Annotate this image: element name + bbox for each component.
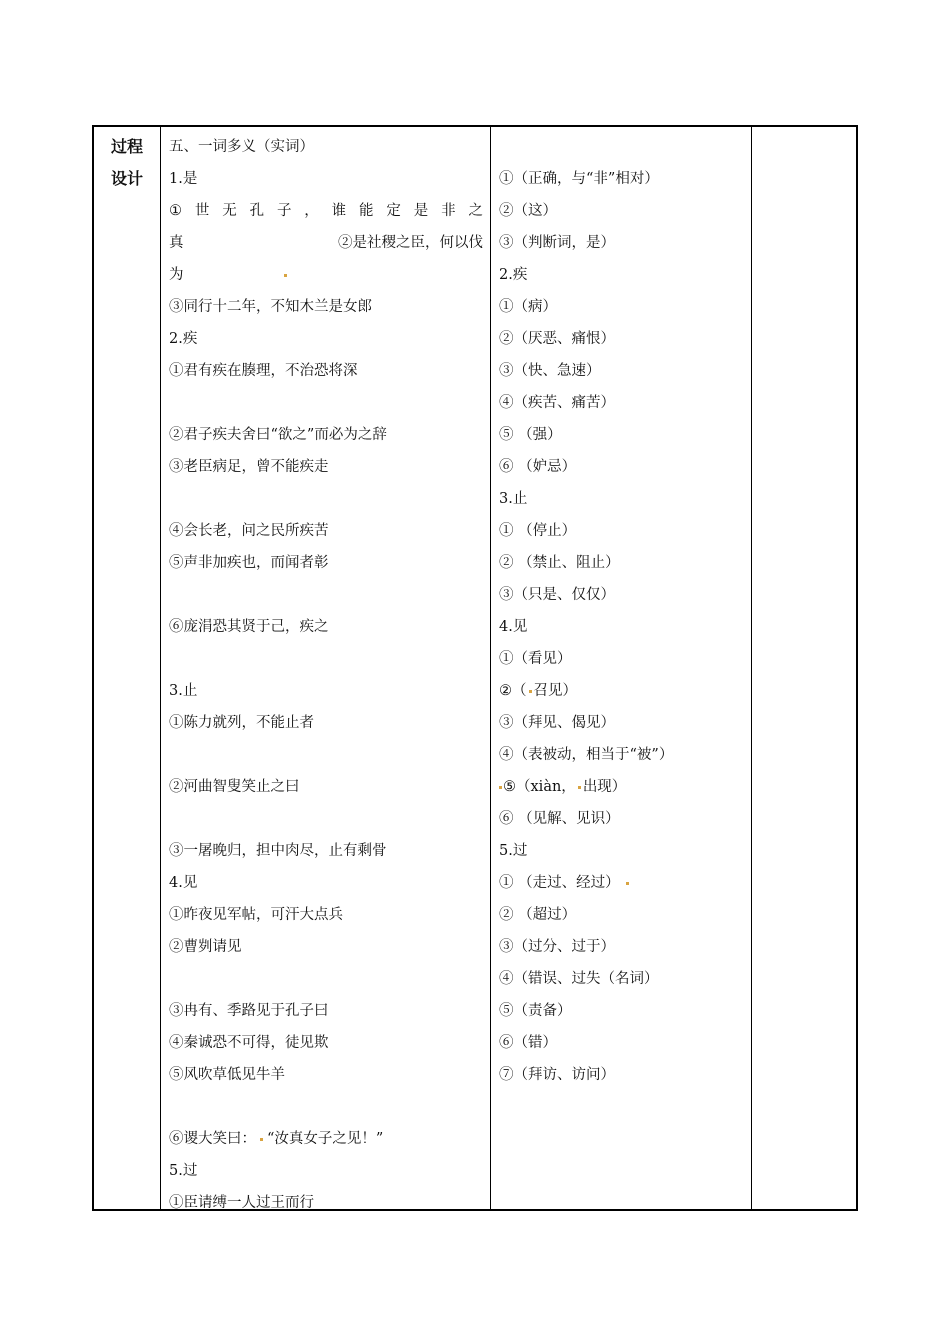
meaning-item: ④（表被动，相当于“被”） bbox=[499, 747, 674, 763]
row-header-line: 过程 bbox=[110, 137, 143, 156]
meaning-item: ⑤ （强） bbox=[499, 427, 562, 443]
group-title: 4.见 bbox=[169, 875, 198, 891]
meaning-item: ② （超过） bbox=[499, 907, 577, 923]
example-sentence: ③同行十二年，不知木兰是女郎 bbox=[169, 299, 372, 315]
group-title: 5.过 bbox=[499, 843, 528, 859]
meaning-item: ④（错误、过失（名词） bbox=[499, 971, 659, 987]
meaning-item: ③（判断词，是） bbox=[499, 235, 615, 251]
example-sentence: ⑤风吹草低见牛羊 bbox=[169, 1067, 285, 1083]
meaning-item: ①（病） bbox=[499, 299, 557, 315]
meaning-item: ③（快、急速） bbox=[499, 363, 601, 379]
meaning-item: ①（看见） bbox=[499, 651, 572, 667]
column-divider bbox=[160, 127, 161, 1209]
group-title: 3.止 bbox=[499, 491, 528, 507]
example-sentence: ⑤声非加疾也，而闻者彰 bbox=[169, 555, 329, 571]
group-title: 2.疾 bbox=[499, 267, 528, 283]
group-title: 4.见 bbox=[499, 619, 528, 635]
example-sentence: ④会长老，问之民所疾苦 bbox=[169, 523, 329, 539]
example-sentence: ②君子疾夫舍曰“欲之”而必为之辞 bbox=[169, 427, 387, 443]
example-sentence: ①昨夜见军帖，可汗大点兵 bbox=[169, 907, 343, 923]
column-divider bbox=[751, 127, 752, 1209]
meaning-item: ①（正确，与“非”相对） bbox=[499, 171, 659, 187]
meaning-item: ⑦（拜访、访问） bbox=[499, 1067, 615, 1083]
example-sentence: ⑥谡大笑曰： “汝真女子之见！” bbox=[169, 1131, 384, 1147]
meaning-item: ⑥（错） bbox=[499, 1035, 557, 1051]
section-title: 五、一词多义（实词） bbox=[169, 139, 314, 155]
group-title: 5.过 bbox=[169, 1163, 198, 1179]
example-sentence: ③冉有、季路见于孔子曰 bbox=[169, 1003, 329, 1019]
example-sentence: ②曹刿请见 bbox=[169, 939, 242, 955]
meaning-item: ③（过分、过于） bbox=[499, 939, 615, 955]
meaning-item: ① （走过、经过） bbox=[499, 867, 744, 899]
meaning-item: ②（这） bbox=[499, 203, 557, 219]
group-title: 2.疾 bbox=[169, 331, 198, 347]
example-sentence: ① 世 无 孔 子 ， 谁 能 定 是 非 之 bbox=[169, 203, 483, 219]
example-sentence: 为 bbox=[169, 259, 483, 291]
meaning-item: ① （停止） bbox=[499, 523, 577, 539]
example-sentence: ④秦诚恐不可得，徒见欺 bbox=[169, 1035, 329, 1051]
examples-column bbox=[169, 131, 483, 1219]
meaning-item: ② （禁止、阻止） bbox=[499, 555, 620, 571]
group-title: 1.是 bbox=[169, 171, 198, 187]
column-divider bbox=[490, 127, 491, 1209]
meaning-item: ②（ 召见） bbox=[499, 683, 577, 699]
lesson-table bbox=[92, 125, 858, 1211]
example-sentence: ①臣请缚一人过王而行 bbox=[169, 1195, 314, 1211]
meaning-item: ⑥ （妒忌） bbox=[499, 459, 577, 475]
example-sentence: ③老臣病足，曾不能疾走 bbox=[169, 459, 329, 475]
meaning-item: ⑥ （见解、见识） bbox=[499, 811, 620, 827]
meaning-item: ②（厌恶、痛恨） bbox=[499, 331, 615, 347]
example-sentence: 真 ②是社稷之臣，何以伐 bbox=[169, 235, 483, 251]
group-title: 3.止 bbox=[169, 683, 198, 699]
example-sentence: ①陈力就列，不能止者 bbox=[169, 715, 314, 731]
meaning-item: ③（拜见、偈见） bbox=[499, 715, 615, 731]
example-sentence: ③一屠晚归，担中肉尽，止有剩骨 bbox=[169, 843, 387, 859]
meaning-item: ⑤（xiàn， 出现） bbox=[499, 771, 744, 803]
meaning-item: ⑤（责备） bbox=[499, 1003, 572, 1019]
example-sentence: ②河曲智叟笑止之曰 bbox=[169, 779, 300, 795]
meaning-item: ③（只是、仅仅） bbox=[499, 587, 615, 603]
example-sentence: ⑥庞涓恐其贤于己，疾之 bbox=[169, 619, 329, 635]
row-header bbox=[94, 131, 160, 195]
row-header-line: 设计 bbox=[110, 169, 143, 188]
meaning-item: ④（疾苦、痛苦） bbox=[499, 395, 615, 411]
example-sentence: ①君有疾在腠理，不治恐将深 bbox=[169, 363, 358, 379]
meanings-column bbox=[499, 131, 744, 1091]
